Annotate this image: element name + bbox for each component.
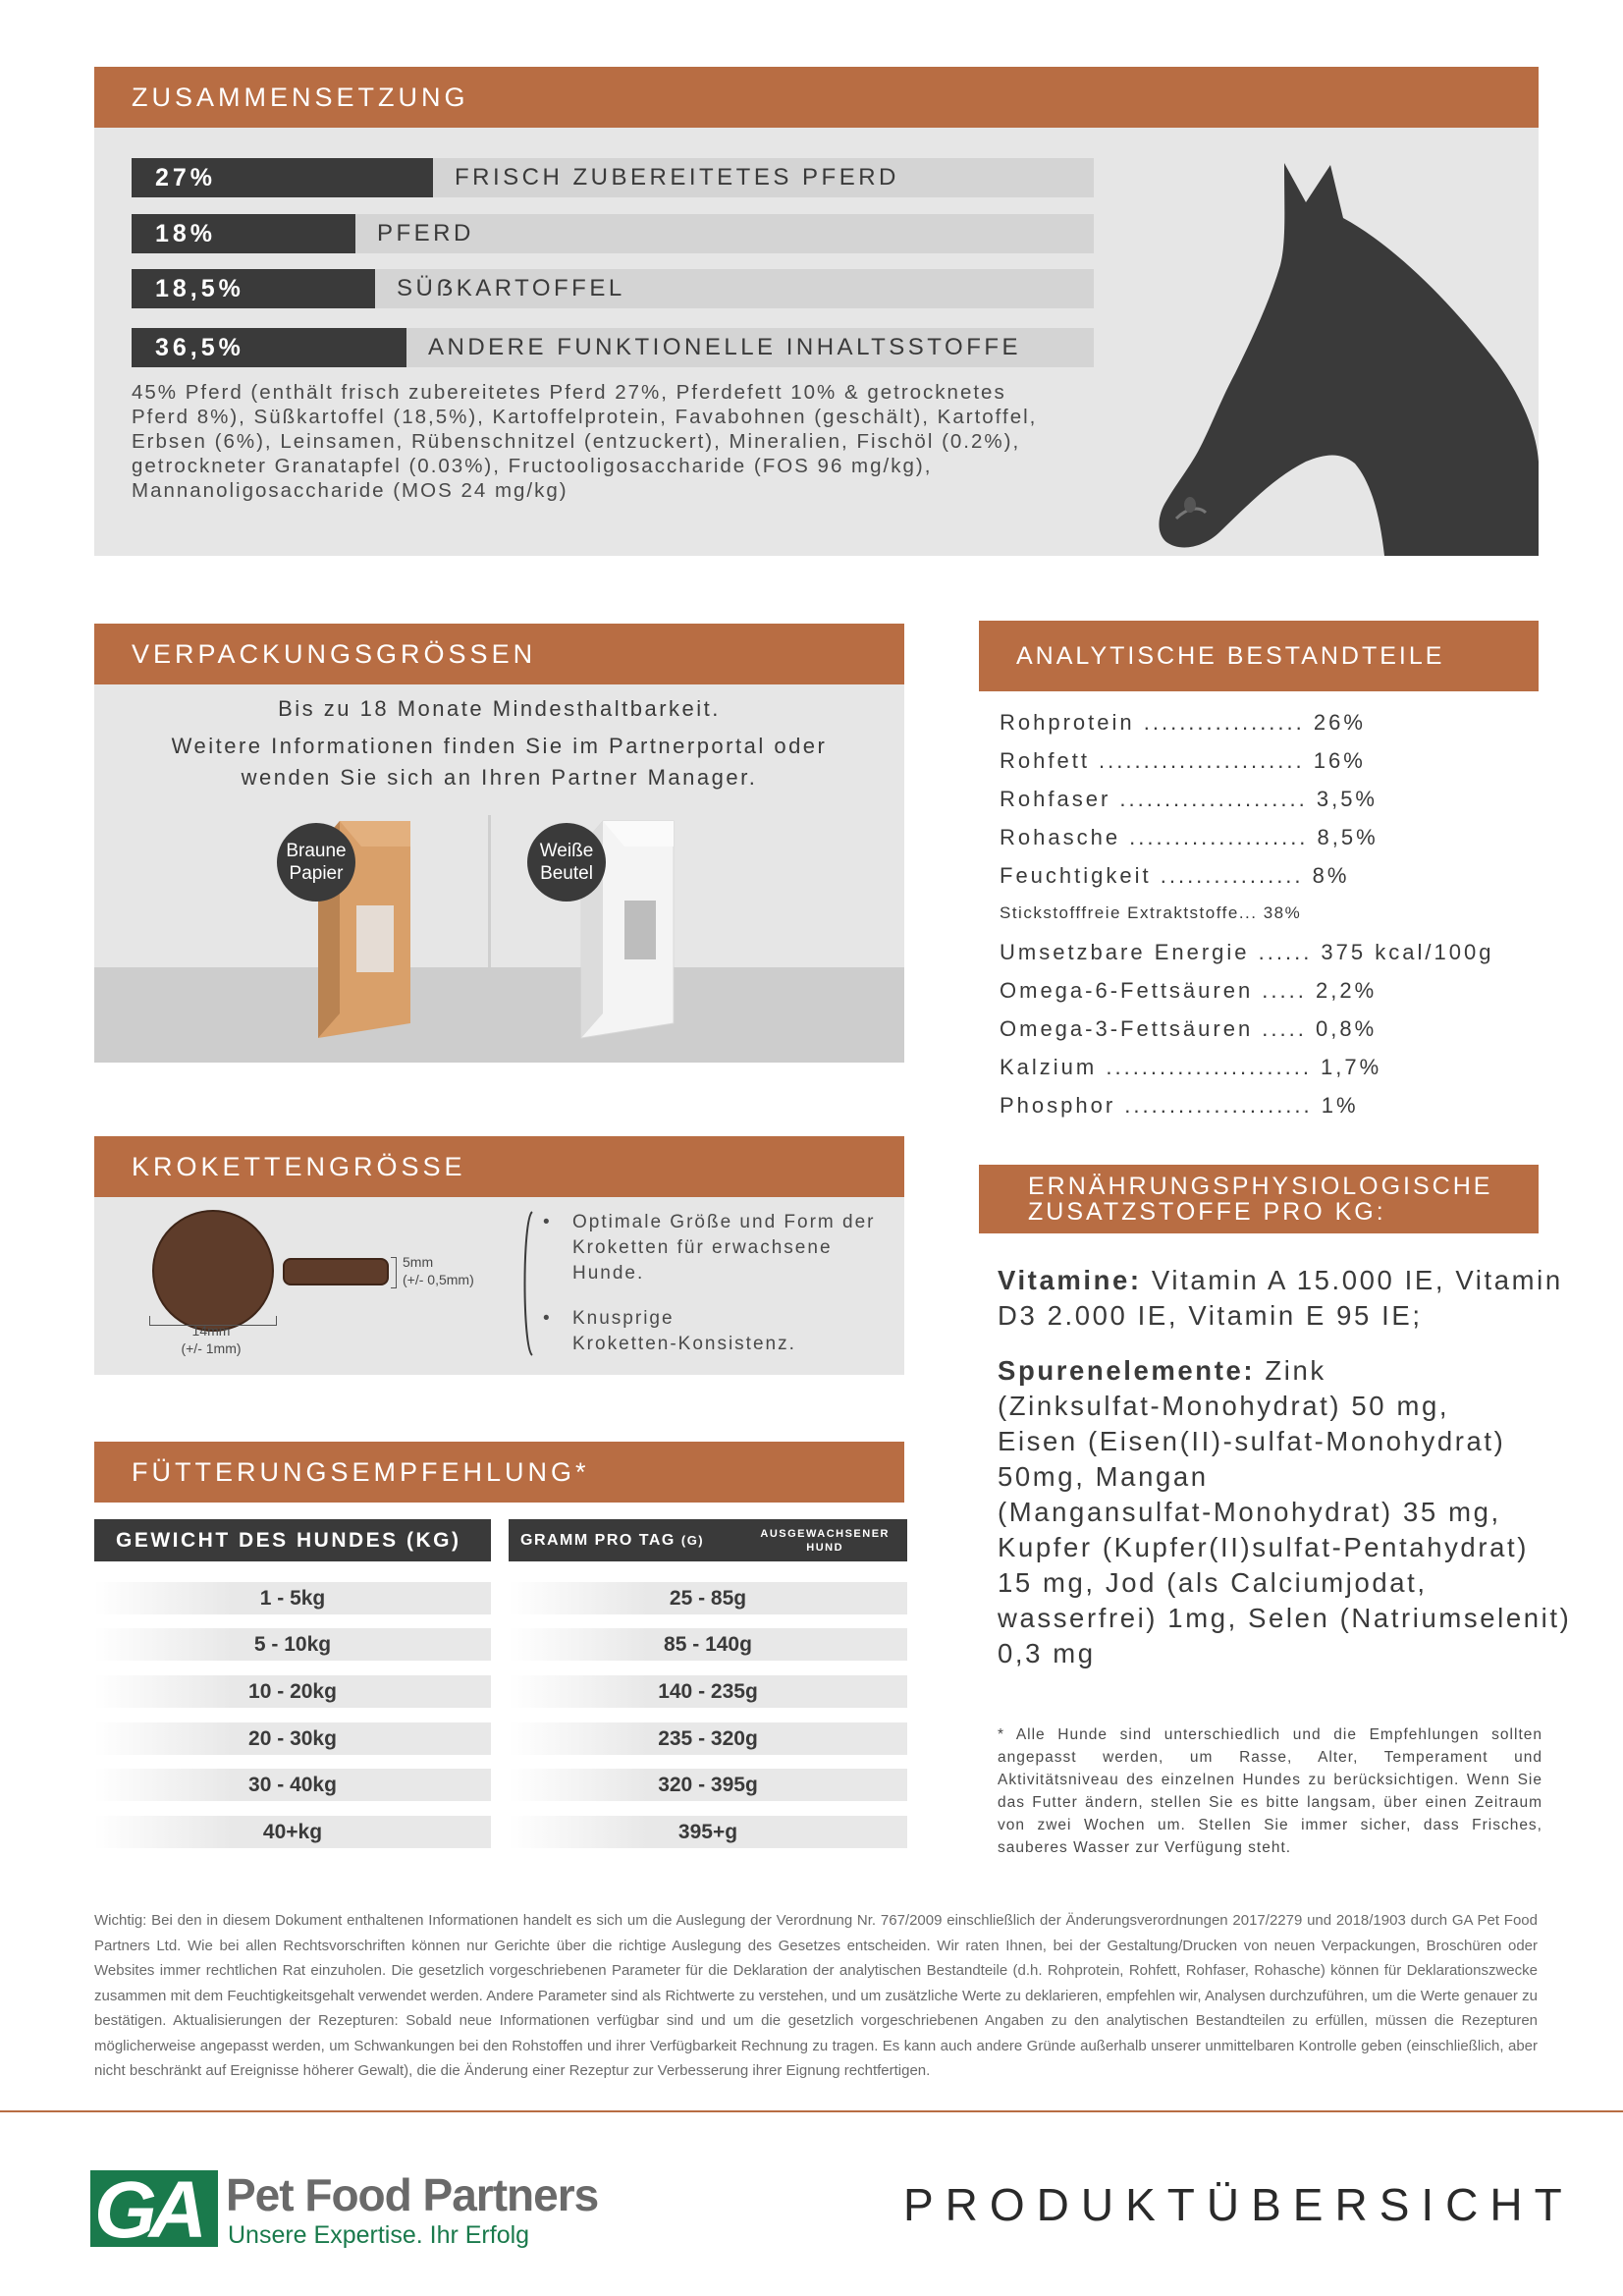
analytical-header [979, 621, 1539, 691]
table-row: 30 - 40kg [94, 1769, 491, 1801]
analytical-row: Phosphor ..................... 1% [1000, 1093, 1359, 1118]
analytical-row: Omega-6-Fettsäuren ..... 2,2% [1000, 978, 1378, 1003]
kibble-diameter-label: 14mm (+/- 1mm) [181, 1323, 242, 1356]
table-row: 320 - 395g [509, 1769, 907, 1801]
composition-bar [132, 328, 1094, 367]
analytical-row: Rohprotein .................. 26% [1000, 710, 1366, 735]
brand-tagline: Unsere Expertise. Ihr Erfolg [228, 2221, 530, 2249]
kibble-round-icon [152, 1210, 274, 1332]
brand-name: Pet Food Partners [226, 2169, 599, 2220]
feeding-title: FÜTTERUNGSEMPFEHLUNG* [132, 1456, 590, 1487]
table-row: 5 - 10kg [94, 1628, 491, 1661]
kibble-side-icon [283, 1258, 389, 1285]
packaging-info: Bis zu 18 Monate Mindesthaltbarkeit. Weitere Informationen finden Sie im Partnerportal oder wenden Sie sich an Ihren Partner Manager. [171, 696, 828, 790]
analytical-row: Umsetzbare Energie ...... 375 kcal/100g [1000, 940, 1494, 964]
table-row: 10 - 20kg [94, 1675, 491, 1708]
table-row: 1 - 5kg [94, 1582, 491, 1614]
analytical-title: ANALYTISCHE BESTANDTEILE [1016, 641, 1445, 670]
supplements-header: ERNÄHRUNGSPHYSIOLOGISCHE ZUSATZSTOFFE PRO KG: [979, 1165, 1539, 1233]
packaging-title: VERPACKUNGSGRÖSSEN [132, 638, 537, 669]
white-bag-badge: Weiße Beutel [527, 823, 606, 902]
vitamins-text: Vitamine: Vitamin A 15.000 IE, Vitamin D3 2.000 IE, Vitamin E 95 IE; [998, 1265, 1563, 1331]
kibble-height-measure [391, 1257, 397, 1288]
analytical-row: Kalzium ....................... 1,7% [1000, 1055, 1382, 1079]
feeding-col-grams-header: GRAMM PRO TAG (G) AUSGEWACHSENER HUND [509, 1519, 907, 1561]
footer-divider [0, 2110, 1623, 2112]
shelf-surface [94, 967, 904, 1063]
bar-percent: 27% [132, 158, 433, 197]
composition-bar [132, 158, 1094, 197]
table-row: 20 - 30kg [94, 1722, 491, 1755]
composition-header [94, 67, 1539, 128]
analytical-row: Feuchtigkeit ................ 8% [1000, 863, 1350, 888]
kibble-header [94, 1136, 904, 1197]
bullet-dot-icon: • [543, 1212, 552, 1232]
page-title: PRODUKTÜBERSICHT [903, 2179, 1574, 2230]
feeding-col-weight-header: GEWICHT DES HUNDES (KG) [94, 1519, 491, 1561]
brown-paper-badge: Braune Papier [277, 823, 355, 902]
table-row: 140 - 235g [509, 1675, 907, 1708]
composition-bar [132, 269, 1094, 308]
logo-mark: GA [94, 2170, 199, 2247]
legal-disclaimer: Wichtig: Bei den in diesem Dokument enthaltenen Informationen handelt es sich um die Auslegung der Verordnung Nr. 767/2009 einschließlich der Änderungsverordnungen 2017/2279 und 2018/1903 durch GA Pet Food Partners Ltd. Wie bei allen Rechtsvorschriften können nur Gerichte über die richtige Auslegung des Gesetzes entscheiden. Wir raten Ihnen, bei der Gestaltung/Drucken von neuen Verpackungen, Broschüren oder Websites immer rechtlichen Rat einzuholen. Die gesetzlich vorgeschriebenen Parameter für die Deklaration der analytischen Bestandteile (d.h. Rohprotein, Rohfett, Rohfaser, Rohasche) können für Deklarationszwecke zusammen mit dem Feuchtigkeitsgehalt verwendet werden. Andere Parameter sind als Richtwerte zu verstehen, und um zusätzliche Werte zu deklarieren, empfehlen wir, Analysen durchzuführen, um die Werte genauer zu bestätigen. Aktualisierungen der Rezepturen: Sobald neue Informationen verfügbar sind und um die gesetzlich vorgeschriebenen Angaben zu den analytischen Bestandteilen zu erfüllen, müssen die Rezepturen möglicherweise angepasst werden, um Schwankungen bei den Rohstoffen und ihrer Verfügbarkeit Rechnung zu tragen. Es kann auch andere Gründe außerhalb unserer unmittelbaren Kontrolle geben (einschließlich, aber nicht beschränkt auf Ereignisse höherer Gewalt), die die Änderung einer Rezeptur zur Verbesserung ihrer Eignung rechtfertigen. [94, 1912, 1538, 2079]
analytical-row: Stickstofffreie Extraktstoffe... 38% [1000, 903, 1302, 922]
composition-bar [132, 214, 1094, 253]
table-row: 395+g [509, 1816, 907, 1848]
kibble-thickness-label: 5mm (+/- 0,5mm) [403, 1254, 474, 1287]
analytical-row: Rohfett ....................... 16% [1000, 748, 1366, 773]
trace-elements-text: Spurenelemente: Zink (Zinksulfat-Monohydrat) 50 mg, Eisen (Eisen(II)-sulfat-Monohydrat) 50mg, Mangan (Mangansulfat-Monohydrat) 35 mg, Kupfer (Kupfer(II)sulfat-Pentahydrat) 15 mg, Jod (als Calciumjodat, wasserfrei) 1mg, Selen (Natriumselenit) 0,3 mg [998, 1355, 1572, 1668]
bar-label: PFERD [377, 220, 474, 246]
bar-label: ANDERE FUNKTIONELLE INHALTSSTOFFE [428, 334, 1022, 360]
analytical-row: Omega-3-Fettsäuren ..... 0,8% [1000, 1016, 1378, 1041]
table-row: 40+kg [94, 1816, 491, 1848]
ingredients-text: 45% Pferd (enthält frisch zubereitetes Pferd 27%, Pferdefett 10% & getrocknetes Pferd 8%), Süßkartoffel (18,5%), Kartoffelprotein, Favabohnen (geschält), Kartoffel, Erbsen (6%), Leinsamen, Rübenschnitzel (entzuckert), Mineralien, Fischöl (0.2%), getrockneter Granatapfel (0.03%), Fructooligosaccharide (FOS 96 mg/kg), Mannanoligosaccharide (MOS 24 mg/kg) [132, 381, 1038, 502]
table-row: 235 - 320g [509, 1722, 907, 1755]
kibble-bullet-1: • Optimale Größe und Form der Kroketten für erwachsene Hunde. [543, 1210, 896, 1286]
divider-bracket [518, 1210, 538, 1357]
horse-head-icon [1159, 157, 1542, 556]
bar-label: FRISCH ZUBEREITETES PFERD [455, 164, 899, 191]
bar-label: SÜẞKARTOFFEL [397, 275, 625, 301]
packaging-header [94, 624, 904, 684]
table-row: 85 - 140g [509, 1628, 907, 1661]
feeding-footnote: * Alle Hunde sind unterschiedlich und die Empfehlungen sollten angepasst werden, um Rasse, Alter, Temperament und Aktivitätsniveau des einzelnen Hundes zu berücksichtigen. Wenn Sie das Futter ändern, stellen Sie es bitte langsam, über einen Zeitraum von zwei Wochen um. Stellen Sie immer sicher, dass Frisches, sauberes Wasser zur Verfügung steht. [998, 1726, 1542, 1856]
analytical-row: Rohasche .................... 8,5% [1000, 825, 1379, 849]
table-row: 25 - 85g [509, 1582, 907, 1614]
kibble-bullet-2: • Knusprige Kroketten-Konsistenz. [543, 1306, 896, 1357]
analytical-row: Rohfaser ..................... 3,5% [1000, 787, 1378, 811]
shelf-divider [488, 815, 491, 987]
company-logo [90, 2170, 218, 2247]
bar-percent: 18,5% [132, 269, 375, 308]
bar-percent: 18% [132, 214, 355, 253]
kibble-title: KROKETTENGRÖSSE [132, 1151, 466, 1181]
composition-title: ZUSAMMENSETZUNG [132, 82, 469, 112]
bullet-dot-icon: • [543, 1308, 552, 1329]
feeding-header [94, 1442, 904, 1503]
bar-percent: 36,5% [132, 328, 406, 367]
